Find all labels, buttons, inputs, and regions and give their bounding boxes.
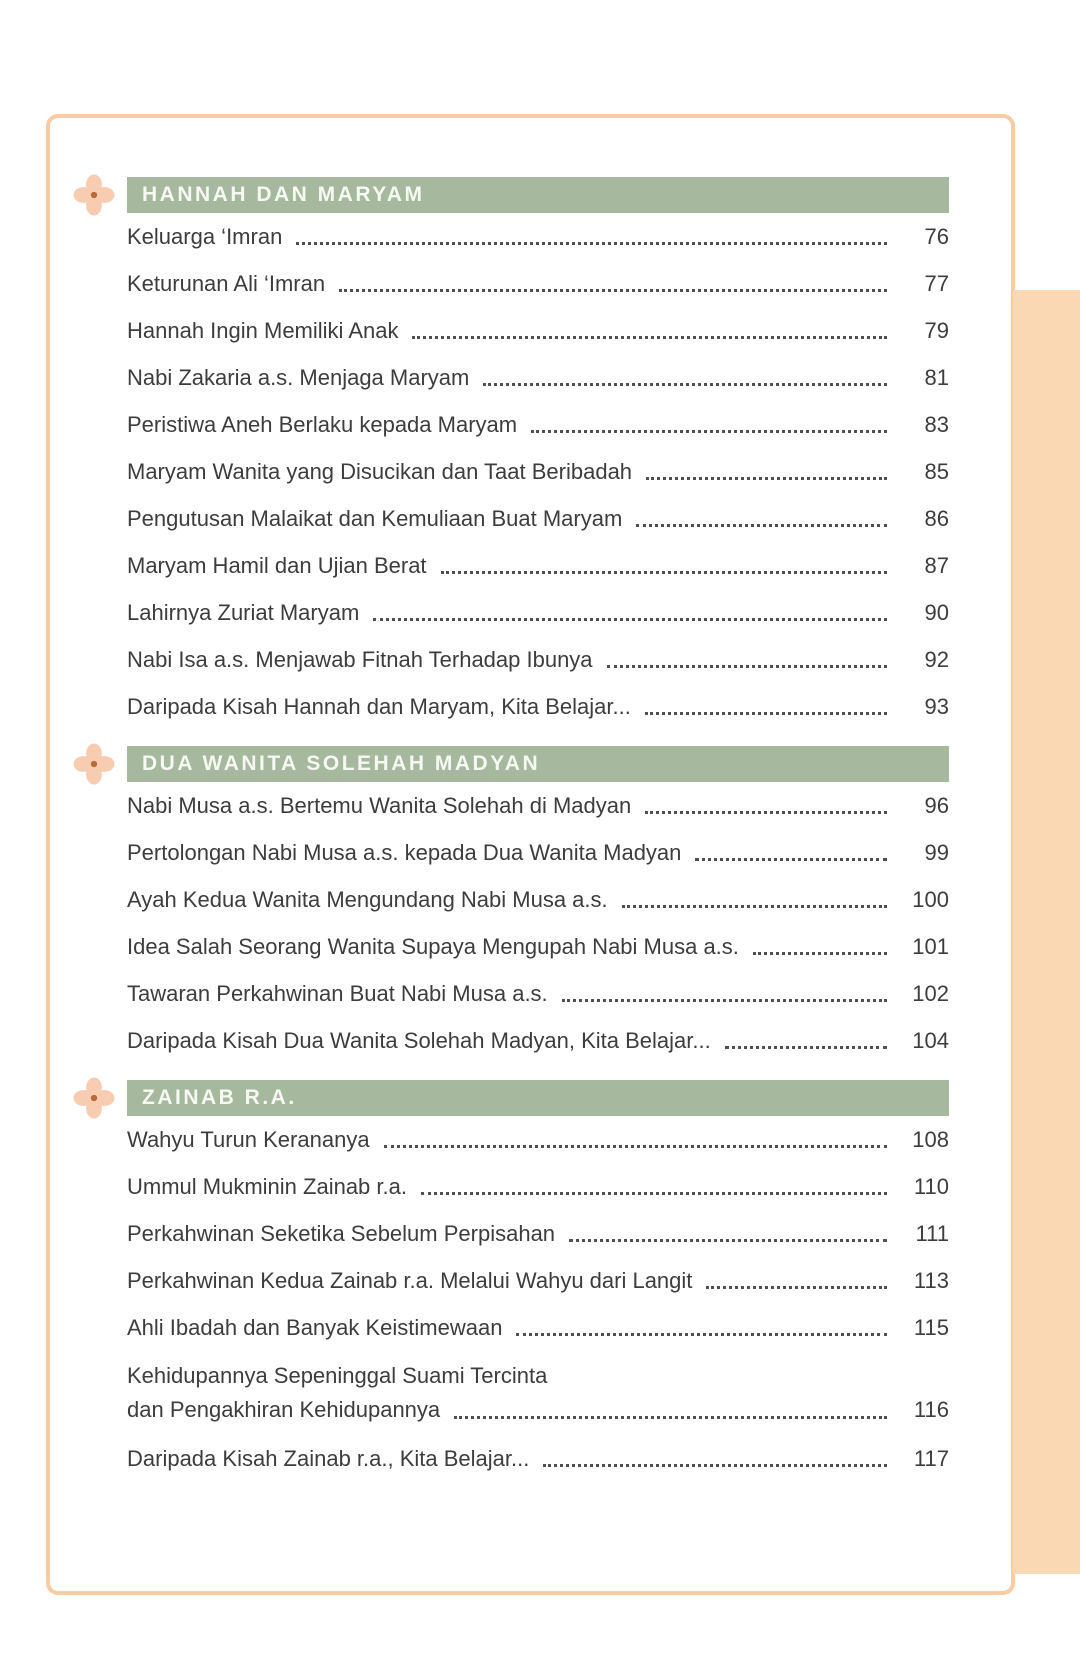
toc-entry xyxy=(127,542,949,589)
side-accent-bar xyxy=(1013,290,1080,1574)
toc-entry xyxy=(127,354,949,401)
entry-page-number: 99 xyxy=(924,839,949,865)
dot-leader xyxy=(645,797,887,814)
entry-label: Daripada Kisah Hannah dan Maryam, Kita Belajar... xyxy=(127,693,631,719)
dot-leader xyxy=(483,369,887,386)
entry-label: Nabi Musa a.s. Bertemu Wanita Solehah di Madyan xyxy=(127,792,632,818)
entry-page-number: 117 xyxy=(913,1445,949,1471)
dot-leader xyxy=(339,275,887,292)
entry-label: Wahyu Turun Kerananya xyxy=(127,1126,370,1152)
toc-entry xyxy=(127,970,949,1017)
entry-page-number: 81 xyxy=(924,364,949,390)
dot-leader xyxy=(753,938,887,955)
dot-leader xyxy=(569,1225,887,1242)
dot-leader xyxy=(645,698,887,715)
entry-page-number: 115 xyxy=(913,1314,949,1340)
entry-label: Idea Salah Seorang Wanita Supaya Mengupah Nabi Musa a.s. xyxy=(127,933,739,959)
dot-leader xyxy=(373,604,887,621)
entry-label: Perkahwinan Seketika Sebelum Perpisahan xyxy=(127,1220,556,1246)
toc-section-zainab-ra xyxy=(127,1080,949,1482)
toc-entry xyxy=(127,1017,949,1064)
entry-page-number: 96 xyxy=(924,792,949,818)
section-title: HANNAH DAN MARYAM xyxy=(142,183,425,206)
entry-page-number: 104 xyxy=(912,1027,949,1053)
dot-leader xyxy=(706,1272,887,1289)
flower-icon xyxy=(73,174,115,216)
dot-leader xyxy=(636,510,887,527)
entry-label: Perkahwinan Kedua Zainab r.a. Melalui Wahyu dari Langit xyxy=(127,1267,693,1293)
toc-entry xyxy=(127,1116,949,1163)
table-of-contents xyxy=(127,177,949,1482)
entry-page-number: 93 xyxy=(924,693,949,719)
section-entries xyxy=(127,213,949,730)
dot-leader xyxy=(646,463,887,480)
dot-leader xyxy=(412,322,887,339)
entry-label: Peristiwa Aneh Berlaku kepada Maryam xyxy=(127,411,518,437)
entry-page-number: 100 xyxy=(912,886,949,912)
entry-label: Hannah Ingin Memiliki Anak xyxy=(127,317,399,343)
entry-page-number: 101 xyxy=(912,933,949,959)
entry-label: Maryam Hamil dan Ujian Berat xyxy=(127,552,427,578)
dot-leader xyxy=(695,844,887,861)
dot-leader xyxy=(562,985,887,1002)
dot-leader xyxy=(441,557,887,574)
entry-page-number: 85 xyxy=(924,458,949,484)
dot-leader xyxy=(296,228,887,245)
toc-entry xyxy=(127,683,949,730)
dot-leader xyxy=(725,1032,887,1049)
entry-label: Ummul Mukminin Zainab r.a. xyxy=(127,1173,407,1199)
toc-entry xyxy=(127,1304,949,1351)
entry-page-number: 90 xyxy=(924,599,949,625)
section-entries xyxy=(127,1116,949,1482)
toc-entry xyxy=(127,829,949,876)
section-header xyxy=(127,746,949,782)
entry-label: Ayah Kedua Wanita Mengundang Nabi Musa a.s. xyxy=(127,886,608,912)
entry-label: Daripada Kisah Zainab r.a., Kita Belajar... xyxy=(127,1445,530,1471)
dot-leader xyxy=(543,1450,887,1467)
section-title: DUA WANITA SOLEHAH MADYAN xyxy=(142,752,541,775)
entry-page-number: 113 xyxy=(913,1267,949,1293)
section-entries xyxy=(127,782,949,1064)
entry-page-number: 87 xyxy=(924,552,949,578)
toc-entry xyxy=(127,782,949,829)
flower-icon xyxy=(73,743,115,785)
dot-leader xyxy=(622,891,887,908)
toc-entry xyxy=(127,307,949,354)
toc-entry xyxy=(127,1163,949,1210)
toc-entry xyxy=(127,260,949,307)
flower-icon xyxy=(73,1077,115,1119)
entry-label: Ahli Ibadah dan Banyak Keistimewaan xyxy=(127,1314,503,1340)
entry-page-number: 111 xyxy=(915,1220,949,1246)
entry-page-number: 102 xyxy=(912,980,949,1006)
dot-leader xyxy=(516,1319,887,1336)
dot-leader xyxy=(607,651,887,668)
entry-page-number: 76 xyxy=(924,223,949,249)
toc-entry xyxy=(127,923,949,970)
dot-leader xyxy=(454,1402,887,1419)
toc-entry xyxy=(127,1257,949,1304)
section-title: ZAINAB R.A. xyxy=(142,1086,297,1109)
toc-entry xyxy=(127,589,949,636)
toc-entry xyxy=(127,401,949,448)
toc-entry xyxy=(127,636,949,683)
entry-label: Keturunan Ali ‘Imran xyxy=(127,270,326,296)
entry-page-number: 79 xyxy=(924,317,949,343)
toc-section-hannah-dan-maryam xyxy=(127,177,949,730)
toc-section-dua-wanita-solehah-madyan xyxy=(127,746,949,1064)
entry-label: Pertolongan Nabi Musa a.s. kepada Dua Wanita Madyan xyxy=(127,839,682,865)
entry-label: Nabi Zakaria a.s. Menjaga Maryam xyxy=(127,364,470,390)
entry-label-line1: Kehidupannya Sepeninggal Suami Tercinta xyxy=(127,1363,548,1388)
entry-page-number: 86 xyxy=(924,505,949,531)
toc-entry xyxy=(127,1351,949,1435)
dot-leader xyxy=(531,416,887,433)
entry-page-number: 116 xyxy=(913,1397,949,1422)
toc-entry xyxy=(127,876,949,923)
entry-label: Keluarga ‘Imran xyxy=(127,223,283,249)
entry-page-number: 110 xyxy=(913,1173,949,1199)
entry-page-number: 77 xyxy=(924,270,949,296)
entry-label: Pengutusan Malaikat dan Kemuliaan Buat Maryam xyxy=(127,505,623,531)
entry-page-number: 83 xyxy=(924,411,949,437)
toc-entry xyxy=(127,495,949,542)
toc-entry xyxy=(127,1435,949,1482)
entry-label: Tawaran Perkahwinan Buat Nabi Musa a.s. xyxy=(127,980,548,1006)
entry-label: Maryam Wanita yang Disucikan dan Taat Beribadah xyxy=(127,458,633,484)
dot-leader xyxy=(384,1131,887,1148)
toc-entry xyxy=(127,213,949,260)
section-header xyxy=(127,177,949,213)
entry-page-number: 92 xyxy=(924,646,949,672)
entry-page-number: 108 xyxy=(912,1126,949,1152)
toc-entry xyxy=(127,1210,949,1257)
entry-label: Lahirnya Zuriat Maryam xyxy=(127,599,360,625)
dot-leader xyxy=(421,1178,887,1195)
toc-entry xyxy=(127,448,949,495)
section-header xyxy=(127,1080,949,1116)
entry-label: dan Pengakhiran Kehidupannya xyxy=(127,1397,441,1422)
entry-label: Daripada Kisah Dua Wanita Solehah Madyan, Kita Belajar... xyxy=(127,1027,711,1053)
entry-label: Nabi Isa a.s. Menjawab Fitnah Terhadap Ibunya xyxy=(127,646,593,672)
